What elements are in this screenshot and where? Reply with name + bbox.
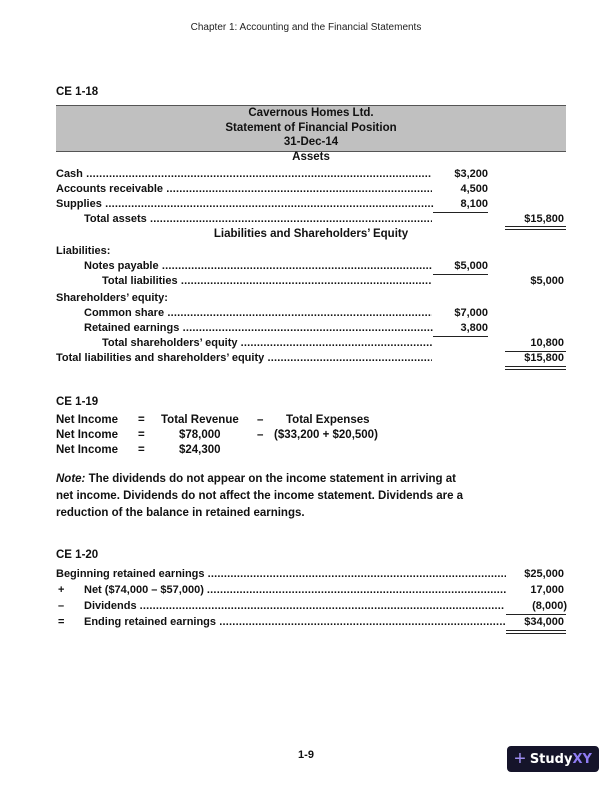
total-liab-equity-row	[56, 350, 566, 366]
eq-row-3-op1: =	[138, 444, 145, 456]
row-label: Cash .....	[56, 166, 432, 182]
row-amount: 3,800	[460, 322, 488, 334]
row-amount: $34,000	[524, 616, 564, 628]
double-underline	[505, 366, 566, 370]
brand-accent: XY	[572, 751, 592, 767]
eq-row-1-right: Total Expenses	[286, 414, 370, 426]
row-label: Net ($74,000 – $57,000) .....	[84, 582, 506, 598]
re-row-net-income	[56, 582, 566, 598]
ce-1-18-title: CE 1-18	[56, 86, 99, 98]
eq-row-3-left: Net Income	[56, 444, 118, 456]
studyxy-badge[interactable]	[507, 746, 599, 772]
row-label: Retained earnings .....	[84, 320, 434, 336]
statement-name: Statement of Financial Position	[225, 121, 397, 134]
total-assets-row	[56, 211, 566, 227]
eq-row-2-right: ($33,200 + $20,500)	[274, 429, 378, 441]
row-label: Common share .....	[84, 305, 432, 321]
eq-row-1-mid: Total Revenue	[161, 414, 239, 426]
eq-row-2-mid: $78,000	[179, 429, 221, 441]
row-amount: $7,000	[454, 307, 488, 319]
total-equity-row	[56, 335, 566, 351]
company-name: Cavernous Homes Ltd.	[248, 107, 374, 119]
row-amount: $15,800	[524, 352, 564, 364]
row-amount: 8,100	[460, 198, 488, 210]
row-amount: $5,000	[454, 260, 488, 272]
double-underline	[506, 630, 566, 634]
row-label: Total liabilities .....	[102, 273, 432, 289]
note-text: The dividends do not appear on the income statement in arriving at net income. Dividends do not affect the income statement. Dividends are a reduction of the balance in retained earnings.	[56, 473, 464, 519]
eq-row-3-mid: $24,300	[179, 444, 221, 456]
assets-heading: Assets	[292, 151, 330, 163]
eq-row-1-op1: =	[138, 414, 145, 426]
sign-equals: =	[58, 616, 65, 628]
liab-equity-heading: Liabilities and Shareholders’ Equity	[213, 228, 409, 240]
row-label: Dividends .....	[84, 598, 504, 614]
asset-row-cash	[56, 166, 566, 182]
liabilities-label: Liabilities:	[56, 245, 111, 257]
notes-payable-row	[56, 258, 566, 274]
ce-1-20-title: CE 1-20	[56, 549, 99, 561]
total-liabilities-row	[56, 273, 566, 289]
page-number: 1-9	[298, 749, 314, 761]
page-header: Chapter 1: Accounting and the Financial Statements	[190, 22, 422, 33]
plus-icon: +	[514, 748, 526, 770]
re-row-beginning	[56, 566, 566, 582]
eq-row-2-left: Net Income	[56, 429, 118, 441]
brand-main: Study	[529, 751, 573, 767]
brand-logo	[530, 752, 592, 767]
row-amount: $3,200	[454, 168, 488, 180]
sign-plus: +	[58, 584, 65, 596]
eq-row-1-op2: –	[257, 414, 264, 426]
re-row-dividends	[56, 598, 566, 614]
sign-minus: –	[58, 600, 65, 612]
row-amount: 10,800	[530, 337, 564, 349]
asset-row-supplies	[56, 196, 566, 212]
statement-header-band	[56, 105, 566, 152]
common-share-row	[56, 305, 566, 321]
row-amount: 17,000	[530, 584, 564, 596]
equity-label: Shareholders’ equity:	[56, 292, 168, 304]
row-label: Beginning retained earnings .....	[56, 566, 506, 582]
row-label: Total shareholders’ equity .....	[102, 335, 432, 351]
row-label: Total assets .....	[84, 211, 432, 227]
row-label: Accounts receivable .....	[56, 181, 432, 197]
asset-row-accounts-receivable	[56, 181, 566, 197]
re-row-ending	[56, 614, 566, 630]
eq-row-2-op2: –	[257, 429, 264, 441]
retained-earnings-row	[56, 320, 566, 336]
statement-date: 31-Dec-14	[283, 136, 339, 148]
row-label: Notes payable .....	[84, 258, 432, 274]
row-amount: (8,000)	[532, 600, 567, 612]
dividends-note	[56, 471, 476, 522]
row-label: Ending retained earnings .....	[84, 614, 506, 630]
row-amount: $15,800	[524, 213, 564, 225]
note-label: Note:	[56, 473, 86, 485]
eq-row-2-op1: =	[138, 429, 145, 441]
row-amount: 4,500	[460, 183, 488, 195]
ce-1-19-title: CE 1-19	[56, 396, 99, 408]
row-amount: $5,000	[530, 275, 564, 287]
row-amount: $25,000	[524, 568, 564, 580]
row-label: Supplies .....	[56, 196, 434, 212]
eq-row-1-left: Net Income	[56, 414, 118, 426]
row-label: Total liabilities and shareholders’ equity .....	[56, 350, 432, 366]
